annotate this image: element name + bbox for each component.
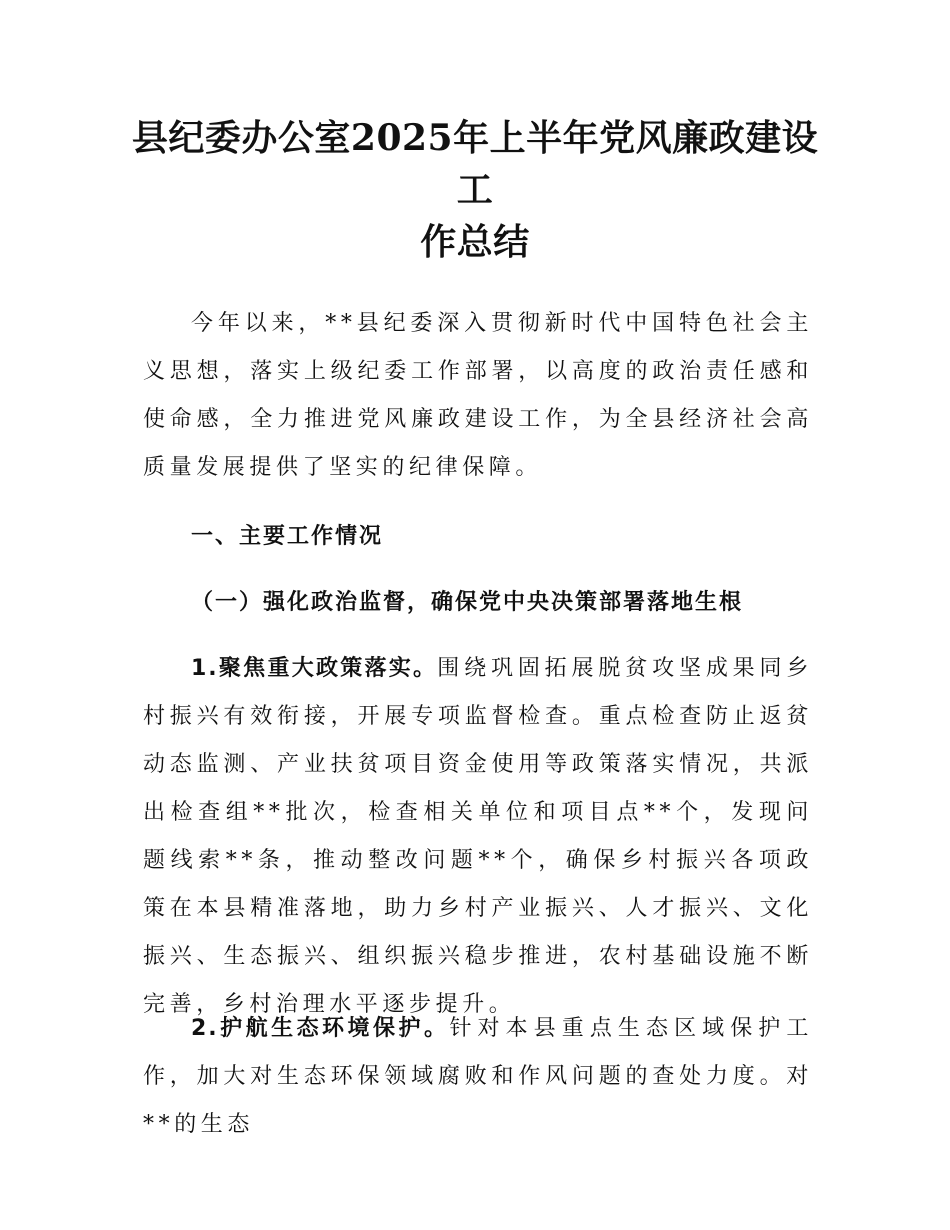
item2-text: 针对本县重点生态区域保护工作，加大对生态环保领域腐败和作风问题的查处力度。对**的生态 bbox=[143, 1016, 813, 1137]
item2-lead: 2.护航生态环境保护。 bbox=[191, 1016, 450, 1041]
document-title-line1: 县纪委办公室2025年上半年党风廉政建设工 bbox=[131, 117, 819, 211]
item1-text: 围绕巩固拓展脱贫攻坚成果同乡村振兴有效衔接，开展专项监督检查。重点检查防止返贫动态监测、产业扶贫项目资金使用等政策落实情况，共派出检查组**批次，检查相关单位和项目点**个，发现问题线索**条，推动整改问题**个，确保乡村振兴各项政策在本县精准落地，助力乡村产业振兴、人才振兴、文化振兴、生态振兴、组织振兴稳步推进，农村基础设施不断完善，乡村治理水平逐步提升。 bbox=[143, 656, 813, 1017]
document-title-line2: 作总结 bbox=[420, 221, 530, 263]
section-heading-main-work: 一、主要工作情况 bbox=[191, 524, 384, 549]
document-title bbox=[120, 112, 830, 268]
intro-paragraph: 今年以来，**县纪委深入贯彻新时代中国特色社会主义思想，落实上级纪委工作部署，以高度的政治责任感和使命感，全力推进党风廉政建设工作，为全县经济社会高质量发展提供了坚实的纪律保障。 bbox=[143, 311, 813, 480]
subsection-heading-political-supervision: （一）强化政治监督，确保党中央决策部署落地生根 bbox=[191, 590, 744, 615]
item1-paragraph bbox=[143, 645, 813, 1029]
item1-lead: 1.聚焦重大政策落实。 bbox=[191, 656, 438, 681]
item2-paragraph bbox=[143, 1005, 813, 1149]
